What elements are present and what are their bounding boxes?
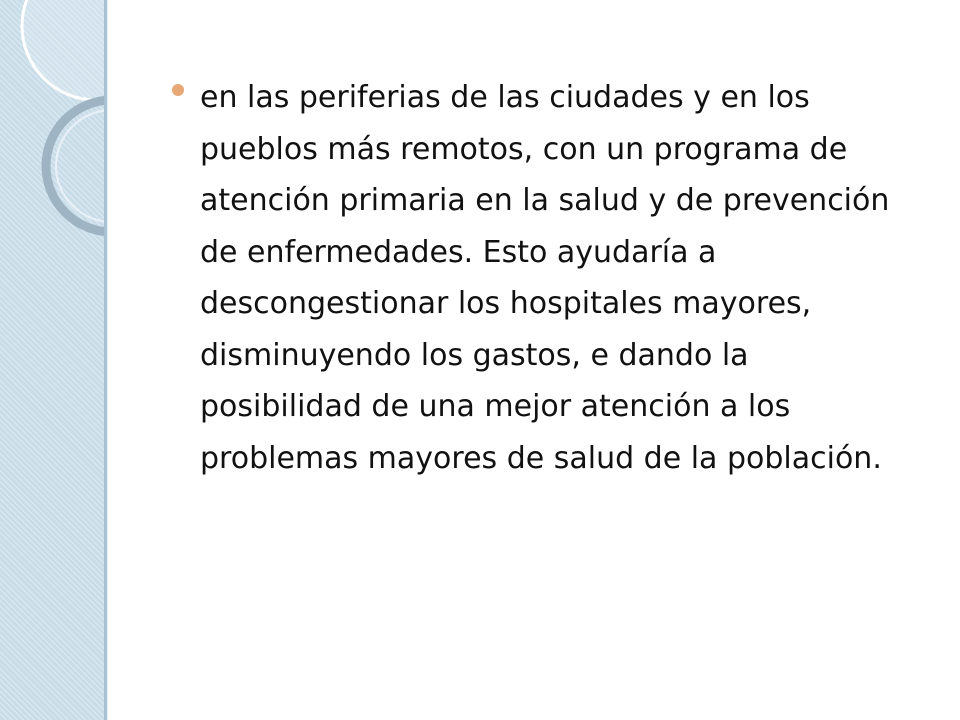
side-panel-border-highlight xyxy=(107,0,108,720)
bullet-text: en las periferias de las ciudades y en los pueblos más remotos, con un programa de atención primaria en la salud y de prevención de enfermedades. Esto ayudaría a descongestionar los hospitales mayores, disminuyendo los gastos, e dando la posibilidad de una mejor atención a los problemas mayores de salud de la población. xyxy=(200,80,890,476)
slide-content xyxy=(172,72,892,484)
decorative-circle-large xyxy=(22,0,104,100)
decorative-side-panel xyxy=(0,0,104,720)
decorative-circles xyxy=(0,0,104,720)
decorative-ring xyxy=(46,100,104,232)
bullet-icon xyxy=(172,84,184,96)
